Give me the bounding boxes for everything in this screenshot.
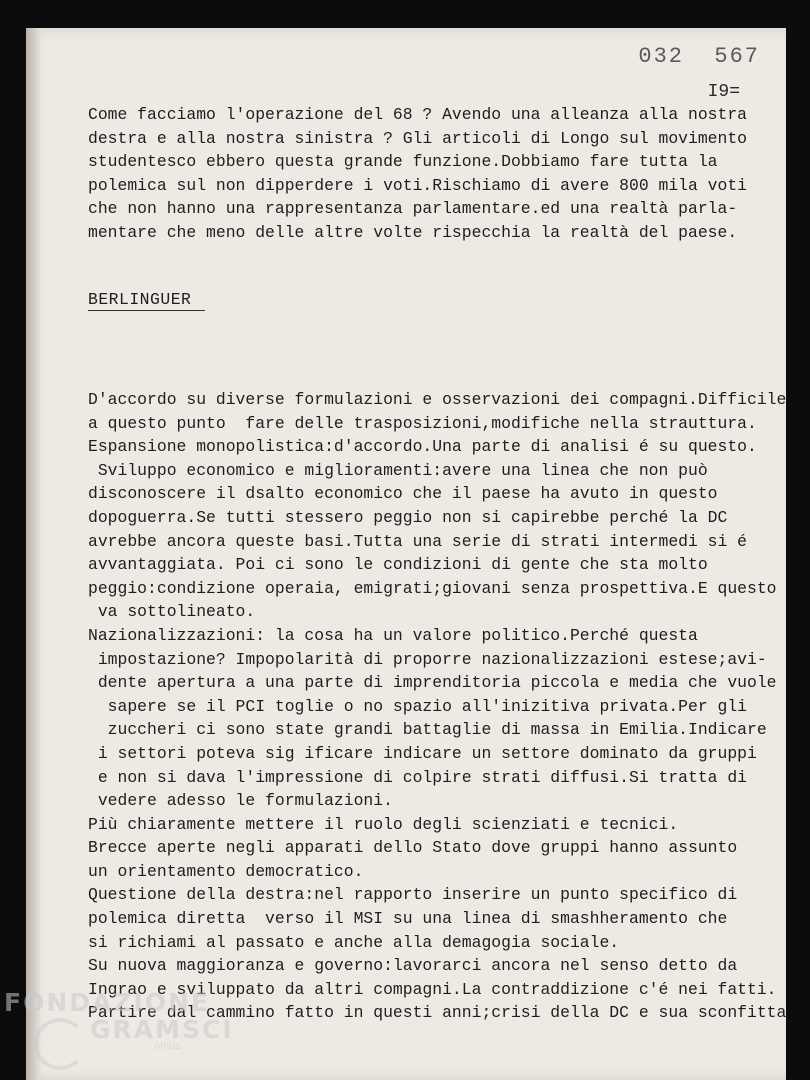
paragraph-2 <box>88 388 787 1025</box>
text-line: vedere adesso le formulazioni. <box>88 791 393 811</box>
text-line: polemica diretta verso il MSI su una linea di smashheramento che <box>88 909 728 929</box>
text-line: si richiami al passato e anche alla demagogia sociale. <box>88 932 620 952</box>
text-line: Più chiaramente mettere il ruolo degli scienziati e tecnici. <box>88 814 679 834</box>
text-line: va sottolineato. <box>88 602 256 622</box>
text-line: polemica sul non dipperdere i voti.Rischiamo di avere 800 mila voti <box>88 175 748 195</box>
text-line: Questione della destra:nel rapporto inserire un punto specifico di <box>88 885 738 905</box>
text-line: Nazionalizzazioni: la cosa ha un valore politico.Perché questa <box>88 625 698 645</box>
text-line: studentesco ebbero questa grande funzione.Dobbiamo fare tutta la <box>88 152 718 172</box>
text-line: D'accordo su diverse formulazioni e osservazioni dei compagni.Difficile <box>88 390 787 409</box>
text-line: i settori poteva sig ificare indicare un settore dominato da gruppi <box>88 743 757 763</box>
text-line: Come facciamo l'operazione del 68 ? Avendo una alleanza alla nostra <box>88 105 748 124</box>
text-line: avvantaggiata. Poi ci sono le condizioni di gente che sta molto <box>88 555 708 575</box>
text-line: Espansione monopolistica:d'accordo.Una parte di analisi é su questo. <box>88 437 757 457</box>
text-line: Ingrao e sviluppato da altri compagni.La contraddizione c'é nei fatti. <box>88 979 777 999</box>
text-line: peggio:condizione operaia, emigrati;giovani senza prospettiva.E questo <box>88 578 777 598</box>
text-line: dente apertura a una parte di imprenditoria piccola e media che vuole <box>88 673 777 693</box>
text-line: destra e alla nostra sinistra ? Gli articoli di Longo sul movimento <box>88 128 748 148</box>
text-line: e non si dava l'impressione di colpire strati diffusi.Si tratta di <box>88 767 748 787</box>
text-line: un orientamento democratico. <box>88 861 364 881</box>
text-line: dopoguerra.Se tutti stessero peggio non si capirebbe perché la DC <box>88 507 728 527</box>
paragraph-1 <box>88 103 778 245</box>
text-line: zuccheri ci sono state grandi battaglie di massa in Emilia.Indicare <box>88 720 767 740</box>
archive-number: 032 567 <box>638 44 760 69</box>
watermark-line-1: FONDAZIONE <box>4 988 211 1017</box>
text-line: Sviluppo economico e miglioramenti:avere una linea che non può <box>88 460 708 480</box>
text-line: impostazione? Impopolarità di proporre nazionalizzazioni estese;avi- <box>88 649 767 669</box>
page-binding-edge <box>26 28 40 1080</box>
watermark-logo-icon <box>34 1018 86 1070</box>
text-line: Brecce aperte negli apparati dello Stato dove gruppi hanno assunto <box>88 838 738 858</box>
text-line: sapere se il PCI toglie o no spazio all'inizitiva privata.Per gli <box>88 696 748 716</box>
watermark-line-2: GRAMSCI <box>90 1015 234 1044</box>
speaker-heading: BERLINGUER <box>88 290 205 311</box>
text-line: avrebbe ancora queste basi.Tutta una serie di strati intermedi si é <box>88 531 748 551</box>
text-line: che non hanno una rappresentanza parlamentare.ed una realtà parla- <box>88 199 738 219</box>
text-line: disconoscere il dsalto economico che il paese ha avuto in questo <box>88 484 718 504</box>
text-line: Su nuova maggioranza e governo:lavorarci ancora nel senso detto da <box>88 956 738 976</box>
page-number: I9= <box>707 82 740 102</box>
watermark-sub: onlus <box>154 1041 181 1052</box>
text-line: a questo punto fare delle trasposizioni,modifiche nella strauttura. <box>88 413 757 433</box>
text-line: Partire dal cammino fatto in questi anni;crisi della DC e sua sconfitta <box>88 1003 787 1023</box>
text-line: mentare che meno delle altre volte rispecchia la realtà del paese. <box>88 222 738 242</box>
